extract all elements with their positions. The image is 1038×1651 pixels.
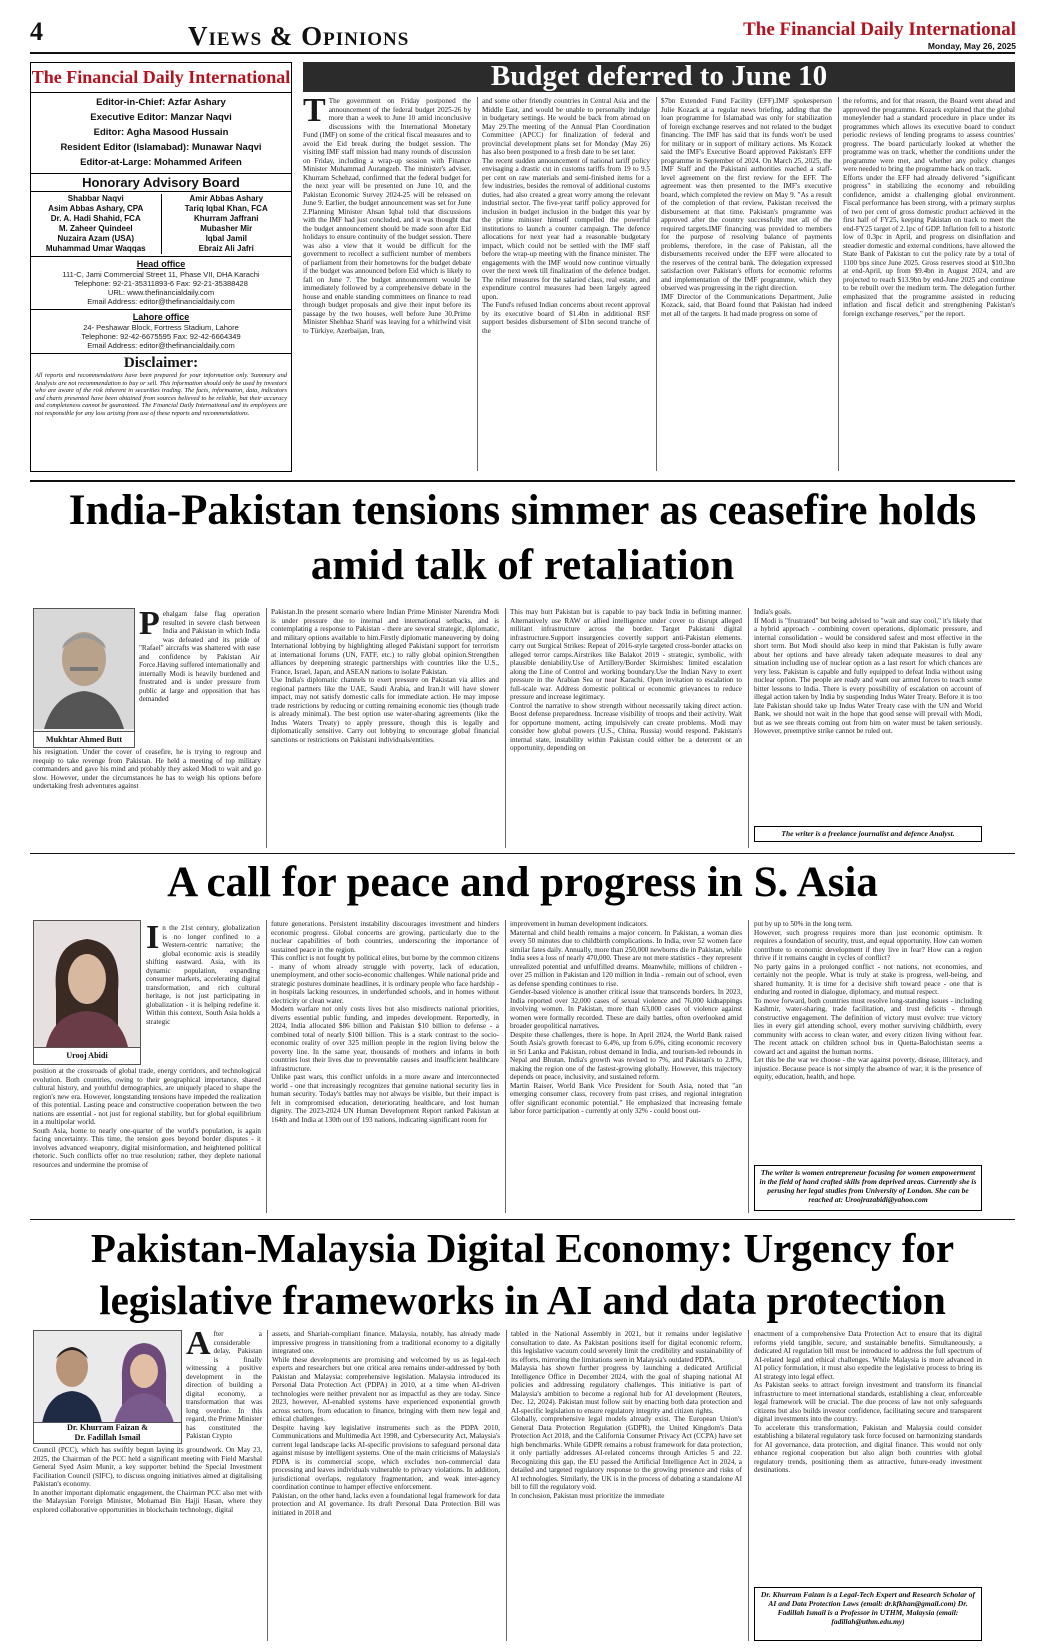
article1-column-3: This may hurt Pakistan but is capable to pay back India in befitting manner. Alternatively use RAW or allied intelligence under cover to disrupt alleged militant infrastructure across the border. Target Pakistani digital infrastructure.Support insurgencies covertly support anti-Pakistan elements. carry out Surgical Strikes: Repeat of 2016-style targeted cross-border attacks on alleged terror camps.Airstrikes like Balakot 2019 - strategic, symbolic, with plausible deniability.Use of Artillery/Border Skirmishes: limited escalation along the Line of Control and working boundary.Use the Indian Navy to exert pressure in the Arabian Sea or near Karachi. Open invitation to escalation to full-scale war. Address domestic political or economic grievances to reduce pressure and increase legitimacy. Control the narrative to show strength without necessarily taking direct action. Boost defense preparedness. Increase visibility of troops and their activity. Wait for opportune moment, acting impulsively can create problems. Modi may consider how global powers (U.S., China, Russia) would respond. Pakistan's internal state, instability within Pakistan could either be a deterrent or an opportunity, depending on [510, 608, 742, 752]
article1-column-4: India's goals. If Modi is "frustrated" but being advised to "wait and stay cool," it's likely that a hybrid approach - combining covert operations, diplomatic pressure, and internal consolidation - would be considered safest and most effective in the short term. But Modi should also keep in mind that Pakistan is fully aware about her options and have already taken adequate measures to deal any situation including use of nuclear option as a last resort for which chances are very less. Pakistan is capable and fully equipped to defeat India without using nuclear option. The people are ready and want our armed forces to teach some bitter lessons to India. There is every possibility of escalation on account of illegal action taken by India by suspending Indus Water Treaty. Before it is too late Pakistan should take up Indus Water Treaty case with the UN and World Bank, we should not wait in the hope that good sense will prevail with Modi, but as we see threats coming out from him on water must be taken seriously. However, preemptive strike cannot be ruled out. [754, 608, 982, 735]
column-divider [505, 608, 506, 848]
article1-author-photo [33, 608, 135, 748]
board-member: Khurram Jaffrani [194, 214, 259, 223]
article3-column-4: enactment of a comprehensive Data Protection Act to ensure that its digital reforms yield tangible, secure, and sustainable benefits. Simultaneously, a dedicated AI regulation bill must be introduced to address the full spectrum of AI-related legal and ethical challenges. While Malaysia is more advanced in AI policy formulation, it must also expedite the legislative process to bring its AI strategy into legal effect. As Pakistan seeks to attract foreign investment and transform its financial infrastructure to meet international standards, establishing a clear, enforceable legal framework will be crucial. The due process of law not only safeguards citizens but also builds investor confidence, facilitating secure and transparent digital investments into the country. To accelerate this transformation, Pakistan and Malaysia could consider establishing a bilateral regulatory task force focused on harmonizing standards for AI governance, data protection, and digital finance. This would not only enhance regional cooperation but also align both countries with global regulatory trends, positioning them as attractive, future-ready investment destinations. [754, 1330, 982, 1474]
advisory-board-title: Honorary Advisory Board [31, 173, 291, 192]
article3-column-3: tabled in the National Assembly in 2021, but it remains under legislative consultation to date. As Pakistan positions itself for digital economic reform, this legislative vacuum could severely limit the credibility and sustainability of its efforts, mirroring the limitations seen in Malaysia's outdated PDPA. Malaysia has shown further progress by launching a dedicated Artificial Intelligence Office in December 2024, with the goal of shaping national AI policies and addressing regulatory challenges. This initiative is part of Malaysia's ambition to become a regional hub for AI development (Reuters, Dec. 12, 2024). Pakistan must follow suit by enacting both data protection and AI-specific legislation to ensure regulatory integrity and citizen rights. Globally, comprehensive legal models already exist. The European Union's General Data Protection Regulation (GDPR), the United Kingdom's Data Protection Act 2018, and the California Consumer Privacy Act (CCPA) have set high benchmarks. While GDPR remains a robust framework for data protection, it only partially addresses AI-related concerns through Articles 5 and 22. Recognizing this gap, the EU passed the Artificial Intelligence Act in 2024, a detailed and targeted regulatory response to the growing presence and risks of AI technologies. Similarly, the UK is in the process of debating a standalone AI bill to fill the regulatory void. In conclusion, Pakistan must prioritize the immediate [511, 1330, 742, 1500]
head-office-title: Head office [136, 259, 186, 269]
section-title: Views & Opinions [188, 21, 410, 51]
masthead-title: The Financial Daily International [31, 67, 291, 87]
author-portraits-icon [34, 1331, 181, 1423]
column-divider [505, 920, 506, 1213]
lahore-office-email[interactable]: Email Address: editor@thefinancialdaily.com [87, 341, 235, 350]
board-member: Ebraiz Ali Jafri [198, 244, 254, 253]
author-portrait-icon [34, 921, 140, 1047]
executive-editor: Executive Editor: Manzar Naqvi [90, 112, 232, 123]
article2-author-note: The writer is women entrepreneur focusing for women empowerment in the field of hand crafted skills from deprived areas. Currently she is perusing her legal studies from University of London. She can be reached at: Uroojrazabidi@yahoo.com [754, 1165, 982, 1211]
section-rule [30, 853, 1015, 854]
article1-dropcap: P [139, 610, 160, 642]
website-link[interactable]: URL: www.thefinancialdaily.com [107, 288, 215, 297]
board-member: Amir Abbas Ashary [189, 194, 264, 203]
board-member: Nuzaira Azam (USA) [57, 234, 135, 243]
article3-author-caption-line2: Dr. Fadillah Ismail [74, 1433, 141, 1442]
section-rule [30, 480, 1015, 482]
resident-editor: Resident Editor (Islamabad): Munawar Naqvi [60, 142, 262, 153]
column-divider [266, 920, 267, 1213]
disclaimer-title: Disclaimer: [123, 355, 199, 371]
article2-author-photo [33, 920, 141, 1065]
article3-column-1: Council (PCC), which has swiftly begun laying its groundwork. On May 23, 2025, the Chairman of the PCC held a significant meeting with Field Marshal General Syed Asim Munir, a key supporter behind the Special Investment Facilitation Council (SIFC), to discuss ongoing initiatives aimed at digitalising Pakistan's economy. In another important diplomatic engagement, the Chairman PCC also met with the Malaysian Foreign Minister, Mohamad Bin Hajji Hasan, where they explored collaborative opportunities in blockchain technology, digital [33, 1446, 262, 1514]
masthead-box [30, 62, 292, 472]
editorial-column-2: and some other friendly countries in Central Asia and the Middle East, and would be unable to personally indulge in budgetary settings. He would be back from abroad on May 29.The meeting of the Annual Plan Coordination Committee (APCC) for finalization of federal and provincial development plans set for Monday (May 26) has also been postponed to a fresh date to be set later. The recent sudden announcement of national tariff policy envisaging a drastic cut in customs tariffs from 19 to 9.5 per cent on raw materials and semi-finished items for a few industries, besides the removal of additional customs duties, had also created a great worry among the relevant industrial sector. The five-year tariff policy approved for inclusion in budget inclusion in the budget this year by the prime minister himself compelled the powerful institutions to launch a counter campaign. The defence allocations for next year had a reasonable budgetary impact, which could not be settled with the IMF staff before the wrap-up meeting with the finance minister. The engagements with the IMF would now continue virtually over the next week till finalization of the defence budget. The relief measures for the salaried class, real estate, and expenditure control measures had been largely agreed upon. The Fund's refused Indian concerns about recent approval by its executive board of $1.4bn in additional RSF support besides disbursement of $1bn second tranche of the [482, 97, 650, 335]
lahore-office-title: Lahore office [132, 312, 190, 322]
board-member: Dr. A. Hadi Shahid, FCA [50, 214, 141, 223]
article3-intro: After a considerable delay, Pakistan is finally witnessing a positive development in the direction of building a digital economy, a transformation that was long overdue. In this regard, the Prime Minister has constituted the Pakistan Crypto [186, 1330, 262, 1440]
column-divider [267, 1330, 268, 1641]
editorial-column-3: $7bn Extended Fund Facility (EFF).IMF spokesperson Julie Kozack at a regular news briefing, adding that the loan programme for Islamabad was only for stabilization of foreign exchange reserves and not related to the budget financing. The IMF has said that its funds won't be used for military or in support of military actions. Ms Kozack said the IMF's Executive Board approved Pakistan's EFF programme in September of 2024. On March 25, 2025, the IMF Staff and the Pakistani authorities reached a staff-level agreement on the first review for the EFF. The agreement was then presented to the IMF's executive board, which completed the review on May 9. "As a result of the completion of that review, Pakistan received the disbursement at that time. Pakistan's programme was approved after the country successfully met all of the required targets.IMF financing was provided to members for the purpose of resolving balance of payments problems, therefore, in the case of Pakistan, all the disbursements received under the EFF were allocated to the reserves of the central bank. The delegation expressed satisfaction over Pakistan's efforts for economic reforms and implementation of the IMF programme, which they observed was progressing in the right direction. IMF Director of the Communications Department, Julie Kozack, said, that Board found that Pakistan had indeed met all of the targets. It had made progress on some of [661, 97, 832, 318]
board-member: Shabbar Naqvi [67, 194, 124, 203]
head-office-address: 111-C, Jami Commercial Street 11, Phase VII, DHA Karachi [62, 270, 260, 279]
editorial-column-1: T The government on Friday postponed the announcement of the federal budget 2025-26 by more than a week to June 10 amid inconclusive discussions with the International Monetary Fund (IMF) on some of the critical fiscal measures and to avoid the Eid break during the budget session. The visiting IMF staff mission had many rounds of discussion on Friday, including a wrap-up session with Finance Minister Muhammad Aurangzeb. The minister's adviser, Khurram Schehzad, confirmed that the federal budget for the next year will be presented on June 10, and the Pakistan Economic Survey 2024-25 will be released on June 9. Earlier, the budget announcement was set for June 2.Planning Minister Ahsan Iqbal told that discussions with the IMF had just concluded, and it was thought that the budget announcement should be made soon after Eid holidays to ensure continuity of the budget session. There was also a view that it would be difficult for the government to recollect a sufficient number of members of parliament from their hometowns for the budget debate if the budget was announced before Eid which is likely to fall on June 7. The budget announcement would be immediately followed by a comprehensive debate in the house and enable standing committees on finance to read through budget proposals and give their input before its passage by the two houses, well before June 30.Prime Minister Shehbaz Sharif was leaving for a whirlwind visit to Türkiye, Azerbaijan, Iran, [303, 97, 471, 335]
article3-author-caption-line1: Dr. Khurram Faizan & [66, 1423, 149, 1432]
article1-column-2: Pakistan.In the present scenario where Indian Prime Minister Narendra Modi is under pressure due to internal and international setbacks, and is contemplating a response to Pakistan - there are several strategic, diplomatic, and military options available to him.Firstly diplomatic maneuvering by doing International lobbying by highlighting alleged Pakistani support for terrorism at international forums (UN, FATF, etc.) to rally global opinion.Strengthen alliances by deepening strategic partnerships with countries like the U.S., France, Israel, Japan, and ASEAN nations to isolate Pakistan. Use India's diplomatic channels to exert pressure on Pakistan via allies and regional partners like the UAE, Saudi Arabia, and Iran.It will have slower impact, may not satisfy domestic calls for immediate action. He may impose trade restrictions by reducing or cutting remaining economic ties (though trade is already minimal). The best option use water-sharing agreements (like the Indus Waters Treaty) to apply pressure, though this is legally and diplomatically sensitive. Carry out lobbying to encourage global financial sanctions or restrictions on Pakistani individuals/entities. [271, 608, 499, 744]
article2-intro: In the 21st century, globalization is no longer confined to a Western-centric narrative; the global economic axis is steadily shifting eastward. Asia, with its dynamic population, expanding consumer markets, accelerating digital transformation, and rich cultural heritage, is not just participating in globalization - it is helping redefine it. Within this context, South Asia holds a strategic [146, 924, 260, 1026]
head-office-phone: Telephone: 92-21-35311893-6 Fax: 92-21-35388428 [74, 279, 248, 288]
article2-column-4: put by up to 50% in the long term. However, such progress requires more than just economic optimism. It requires a foundation of security, trust, and equal opportunity. How can women contribute to economic development if they live in fear? How can a region thrive if it remains caught in cycles of conflict? No party gains in a prolonged conflict - not nations, not economies, and certainly not the people. What is truly at stake is progress, well-being, and shared humanity. It is time for a decisive shift toward peace - one that is enduring and rooted in dialogue, diplomacy, and mutual respect. To move forward, both countries must resolve long-standing issues - including Kashmir, water-sharing, trade facilitation, and trust deficits - through constructive engagement. The definition of victory must evolve: true victory lies in every girl attending school, every mother surviving childbirth, every community with access to clean water, and every citizen living without fear. The recent attack on children school bus in Quetta-Balochistan seems a coward act and against the human norms. Let this be the war we choose - the war against poverty, disease, illiteracy, and injustice. Because peace is not simply the absence of war; it is the presence of equity, education, health, and hope. [754, 920, 982, 1081]
publication-name: The Financial Daily International [743, 19, 1016, 40]
issue-date: Monday, May 26, 2025 [927, 41, 1016, 51]
board-member: Mubasher Mir [200, 224, 253, 233]
page-number: 4 [30, 17, 43, 46]
editorial-dropcap: T [303, 97, 326, 129]
article3-author-note: Dr. Khurram Faizan is a Legal-Tech Expert and Research Scholar of AI and Data Protection Laws (email: dr.kfkhan@gmail.com) Dr. Fadillah Ismail is a Professor in UTHM, Malaysia (email: fadillah@uthm.edu.my) [754, 1587, 982, 1641]
editor-at-large: Editor-at-Large: Mohammed Arifeen [80, 157, 242, 168]
header-rule [30, 52, 1015, 54]
column-divider [748, 920, 749, 1213]
column-divider [477, 97, 478, 471]
column-divider [838, 97, 839, 471]
article3-headline: Pakistan-Malaysia Digital Economy: Urgency for legislative frameworks in AI and data protection [90, 1225, 955, 1323]
article1-headline: India-Pakistan tensions simmer as ceasefire holds amid talk of retaliation [68, 487, 977, 589]
editorial-title: Budget deferred to June 10 [490, 60, 828, 92]
section-rule [30, 1219, 1015, 1220]
article1-author-note: The writer is a freelance journalist and defence Analyst. [754, 826, 982, 842]
head-office-email[interactable]: Email Address: editor@thefinancialdaily.com [87, 297, 235, 306]
lahore-office-phone: Telephone: 92-42-6675595 Fax: 92-42-6664349 [81, 332, 241, 341]
article2-column-2: future generations. Persistent instability discourages investment and hinders economic progress. Global concerns are growing, particularly due to the nuclear capabilities of both countries, underscoring the importance of sustained peace in the region. This conflict is not fought by political elites, but borne by the common citizens - many of whom already struggle with poverty, lack of education, unemployment, and other socio-economic challenges. While national pride and strategic postures dominate headlines, it is ordinary people who face hardship - in hospitals lacking resources, in underfunded schools, and in homes without electricity or clean water. Modern warfare not only costs lives but also misdirects national priorities, diverts essential public funding, and impedes development. Reportedly, in 2024, India allocated $86 billion and Pakistan $10 billion to defense - a combined total of nearly $100 billion. This is a stark contrast to the socio-economic reality of over 325 million people in the region living below the poverty line. In the same year, thousands of mothers and infants in both countries lost their lives due to preventable causes and insufficient healthcare infrastructure. Unlike past wars, this conflict unfolds in a more aware and interconnected world - one that increasingly recognizes that genuine national security lies in human security. Today's battles may not always be visible, but their impact is felt in compromised education, deteriorating healthcare, and lost human dignity. The 2023-2024 UN Human Development Report ranked Pakistan at 164th and India at 130th out of 193 nations, indicating significant room for [271, 920, 499, 1124]
article2-headline: A call for peace and progress in S. Asia [167, 859, 878, 906]
article1-column-1: his resignation. Under the cover of ceasefire, he is trying to regroup and reequip to take revenge from Pakistan. He held a meeting of top military commanders and gave his mind and probably they asked Modi to wait and go slow. However, under the circumstances he has to weigh his options before undertaking fresh adventures against [33, 748, 261, 790]
article2-dropcap: I [146, 924, 160, 956]
column-divider [656, 97, 657, 471]
article3-dropcap: A [186, 1330, 211, 1362]
article1-author-caption: Mukhtar Ahmed Butt [34, 731, 134, 747]
board-member: Asim Abbas Ashary, CPA [48, 204, 144, 213]
column-divider [266, 608, 267, 848]
editor-in-chief: Editor-in-Chief: Azfar Ashary [96, 97, 226, 108]
board-member: Tariq Iqbal Khan, FCA [184, 204, 268, 213]
article3-column-2: assets, and Shariah-compliant finance. Malaysia, notably, has already made impressive progress in transitioning from a traditional economy to a digitally integrated one. While these developments are promising and welcomed by us as legal-tech experts and researchers but one critical area remains under-addressed by both Pakistan and Malaysia: comprehensive legislation. Malaysia introduced its Personal Data Protection Act (PDPA) in 2010, at a time when AI-driven technologies were neither prevalent nor as impactful as they are today. Since 2023, however, AI-enabled systems have experienced exponential growth across sectors, from education to finance, bringing with them new legal and ethical challenges. Despite having key legislative instruments such as the PDPA 2010, Communications and Multimedia Act 1998, and Cybersecurity Act, Malaysia's current legal landscape lacks AI-specific provisions to safeguard personal data against misuse by intelligent systems. One of the main criticisms of Malaysia's PDPA is its commercial scope, which excludes non-commercial data processing and leaves individuals vulnerable to privacy violations. In addition, jurisdictional overlaps, regulatory fragmentation, and weak inter-agency coordination continue to hamper effective enforcement. Pakistan, on the other hand, lacks even a foundational legal framework for data protection and AI governance. Its draft Personal Data Protection Bill was initiated in 2018 and [272, 1330, 500, 1517]
article2-column-1: position at the crossroads of global trade, energy corridors, and technological evolution. Both countries, owing to their geographical importance, shared cultural history, and youthful demographics, are uniquely placed to shape the region's new era. However, longstanding tensions have impeded the realization of this potential. Lasting peace and constructive cooperation between the two nations are essential - not just for regional stability, but for global equilibrium in a multipolar world. South Asia, home to nearly one-quarter of the world's population, is again facing uncertainty. This time, the tension goes beyond border disputes - it involves advanced weaponry, digital misinformation, and heightened political rhetoric. Such conflicts offer no true resolution; rather, they deplete national resources and undermine the promise of [33, 1067, 261, 1169]
column-divider [748, 608, 749, 848]
lahore-office-address: 24- Peshawar Block, Fortress Stadium, Lahore [83, 323, 239, 332]
board-member: Muhammad Umar Waqqas [45, 244, 146, 253]
board-member: M. Zaheer Quindeel [58, 224, 133, 233]
editor: Editor: Agha Masood Hussain [93, 127, 229, 138]
disclaimer-text: All reports and recommendations have been prepared for your information only. Summary and Analysis are not recommendation to buy or sell. This information should only be used by investors who are aware of the risk inherent in securities trading. The facts, information, data, indicators and charts presented have been obtained from sources believed to be reliable, but their accuracy and completeness cannot be guaranteed. The Financial Daily International and its employees are not responsible for any loss arising from use of these reports and recommendations. [35, 372, 287, 417]
article1-intro: Pehalgam false flag operation resulted in severe clash between India and Pakistan in which India was defeated and its pride of "Rafael" aircrafts was shattered with ease and confidence by Pakistan Air Force.Having suffered internationally and internally Modi is heavily burdened and frustrated and is under pressure from public at large and opposition that has demanded [139, 610, 260, 703]
article2-column-3: improvement in human development indicators. Maternal and child health remains a major concern. In Pakistan, a woman dies every 50 minutes due to childbirth complications. In India, over 52 women face similar fates daily. Annually, more than 250,000 newborns die in Pakistan, while India sees a loss of nearly 470,000. These are not mere statistics - they represent unrealized potential and unfulfilled dreams. Meanwhile, millions of children - over 25 million in Pakistan and 120 million in India - remain out of school, even as defense spending continues to rise. Gender-based violence is another critical issue that transcends borders. In 2023, India reported over 32,000 cases of sexual violence and 76,000 kidnappings involving women. In Pakistan, more than 63,000 cases of violence against women were formally recorded. These are daily battles, often overlooked amid broader geopolitical narratives. Despite these challenges, there is hope. In April 2024, the World Bank raised South Asia's growth forecast to 6.4%, up from 6.0%, citing economic recovery in Sri Lanka and Pakistan, robust demand in India, and tourism-led rebounds in Nepal and Bhutan. India's growth was revised to 7%, and Pakistan's to 2.8%, making the region one of the fastest-growing globally. However, this trajectory depends on peace, inclusivity, and sustained reform. Martin Raiser, World Bank Vice President for South Asia, noted that "an emerging consumer class, recovery from past crises, and regional integration offer significant economic potential." He emphasized that increasing female labor force participation - currently at only 32% - could boost out- [510, 920, 742, 1115]
board-member: Iqbal Jamil [205, 234, 247, 243]
article2-author-caption: Urooj Abidi [34, 1047, 140, 1064]
author-portrait-icon [34, 609, 134, 729]
column-divider [506, 1330, 507, 1641]
column-divider [748, 1330, 749, 1641]
article3-author-photos [33, 1330, 182, 1444]
editorial-column-4: the reforms, and for that reason, the Board went ahead and approved the programme. Kozack explained that the global moneylender had a standard procedure in place under its programmes which allows its executive board to conduct periodic reviews of lending programs to assess countries' progress. The board particularly looked at whether the programme was on track, whether the conditions under the programme were met, and whether any policy changes were needed to bring the programme back on track. Efforts under the EFF had already delivered "significant progress" in stabilizing the economy and rebuilding confidence, amidst a challenging global environment. Fiscal performance has been strong, with a primary surplus of two per cent of gross domestic product achieved in the first half of FY25, keeping Pakistan on track to meet the end-FY25 target of 2.1pc of GDP. Inflation fell to a historic low of 0.3pc in April, and progress on disinflation and steadier domestic and external conditions, have allowed the State Bank of Pakistan to cut the policy rate by a total of 1100 bps since June 2025. Gross reserves stood at $10.3bn at end-April, up from $9.4bn in August 2024, and are projected to reach $13.9bn by end-June 2025 and continue to be rebuilt over the medium term. The delegation further emphasized that the programme assisted in reducing inflation and fiscal deficit and strengthening Pakistan's foreign exchange reserves," per the report. [843, 97, 1015, 318]
